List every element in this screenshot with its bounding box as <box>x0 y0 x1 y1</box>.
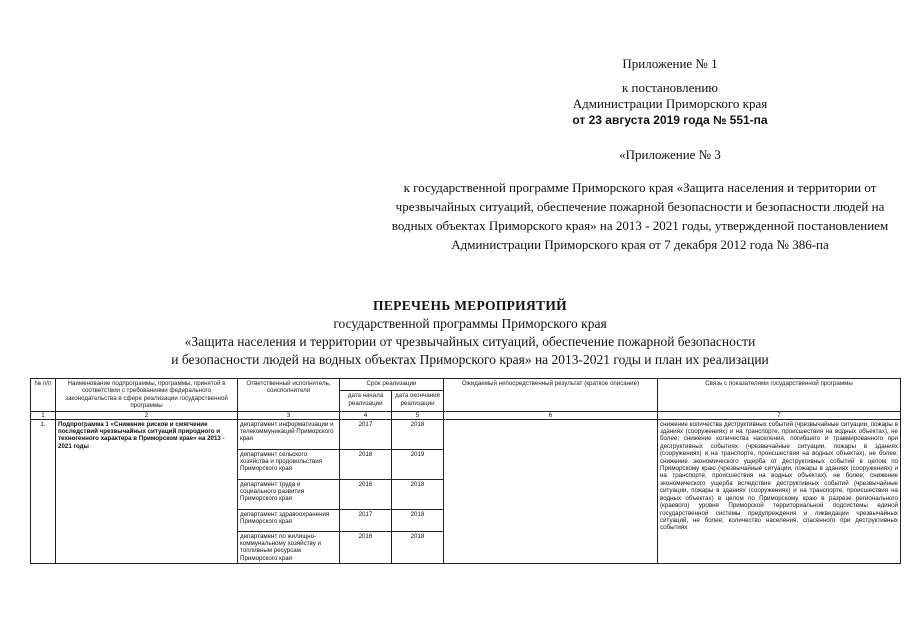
executor-cell: департамент информатизации и телекоммуникаций Приморского края <box>238 419 340 449</box>
header-link: Связь с показателями государственной программы <box>658 379 901 412</box>
appendix-3-label: «Приложение № 3 <box>619 147 721 162</box>
end-year: 2018 <box>392 419 444 449</box>
start-year: 2016 <box>340 531 392 564</box>
executor-cell: департамент здравоохранения Приморского края <box>238 509 340 531</box>
executor-cell: департамент сельского хозяйства и продовольствия Приморского края <box>238 449 340 479</box>
link-cell: снижение количества деструктивных событий (чрезвычайные ситуации, пожары в зданиях (сооружениях) и на транспорте, происшествия на водных объектах), не более; снижение количества населения, погибшего и травмированного при деструктивных событиях (чрезвычайные ситуации, пожары в зданиях (сооружениях) и на транспорте, происшествия на водных объектах), не более; снижение экономического ущерба от деструктивных событий в целом по Приморскому краю (чрезвычайные ситуации, пожары в зданиях (сооружениях) и на транспорте, происшествия на водных объектах), не более; снижение экономического ущерба вследствие деструктивных событий (чрезвычайные ситуации, пожары в зданиях (сооружениях) и на транспорте, происшествия на водных объектах) в целом по Приморскому краю в разрезе регионального (краевого) уровня Приморской территориальной подсистемы единой государственной системы предупреждения и ликвидации чрезвычайных ситуаций, не более; количество населения, спасенного при деструктивных событиях <box>658 419 901 564</box>
title-line-4: и безопасности людей на водных объектах Приморского края» на 2013-2021 годы и план их реализации <box>171 352 769 367</box>
executor-cell: департамент труда и социального развития Приморского края <box>238 479 340 509</box>
start-year: 2017 <box>340 509 392 531</box>
appendix-1-label: Приложение № 1 <box>622 56 718 71</box>
end-year: 2018 <box>392 531 444 564</box>
col-number: 2 <box>56 411 238 419</box>
title-line-3: «Защита населения и территории от чрезвычайных ситуаций, обеспечение пожарной безопасности <box>184 334 756 349</box>
row-number: 1. <box>31 419 56 564</box>
resolution-date-number: от 23 августа 2019 года № 551-па <box>572 113 768 127</box>
header-start: дата начала реализации <box>340 391 392 411</box>
document-title <box>100 297 840 369</box>
end-year: 2019 <box>392 449 444 479</box>
header-result: Ожидаемый непосредственный результат (краткое описание) <box>444 379 658 412</box>
col-number: 3 <box>238 411 340 419</box>
header-num: № п/п <box>31 379 56 412</box>
result-cell <box>444 419 658 564</box>
to-resolution-label: к постановлению <box>621 80 719 95</box>
col-number: 7 <box>658 411 901 419</box>
header-end: дата окончания реализации <box>392 391 444 411</box>
title-main: ПЕРЕЧЕНЬ МЕРОПРИЯТИЙ <box>373 298 567 313</box>
col-number: 1 <box>31 411 56 419</box>
activities-table <box>30 378 901 564</box>
end-year: 2018 <box>392 509 444 531</box>
col-number: 6 <box>444 411 658 419</box>
program-reference: к государственной программе Приморского края «Защита населения и территории от чрезвычайных ситуаций, обеспечение пожарной безопасности и безопасности людей на водных объектах Приморского края» на 2013 - 2021 годы, утвержденной постановлением Администрации Приморского края от 7 декабря 2012 года № 386-па <box>391 180 889 252</box>
subprogram-name: Подпрограмма 1 «Снижение рисков и смягчение последствий чрезвычайных ситуаций природного и техногенного характера в Приморском крае» на 2013 - 2021 годы <box>56 419 238 564</box>
col-number: 5 <box>392 411 444 419</box>
administration-label: Администрации Приморского края <box>572 96 768 111</box>
col-number: 4 <box>340 411 392 419</box>
start-year: 2016 <box>340 449 392 479</box>
header-period: Срок реализации <box>340 379 444 391</box>
title-line-2: государственной программы Приморского края <box>333 316 607 331</box>
header-executor: Ответственный исполнитель, соисполнители <box>238 379 340 412</box>
executor-cell: департамент по жилищно-коммунальному хозяйству и топливным ресурсам Приморского края <box>238 531 340 564</box>
start-year: 2017 <box>340 419 392 449</box>
table-row <box>31 419 901 449</box>
header-name: Наименование подпрограммы, программы, принятой в соответствии с требованиями федерального законодательства в сфере реализации государственной программы <box>56 379 238 412</box>
start-year: 2016 <box>340 479 392 509</box>
end-year: 2018 <box>392 479 444 509</box>
